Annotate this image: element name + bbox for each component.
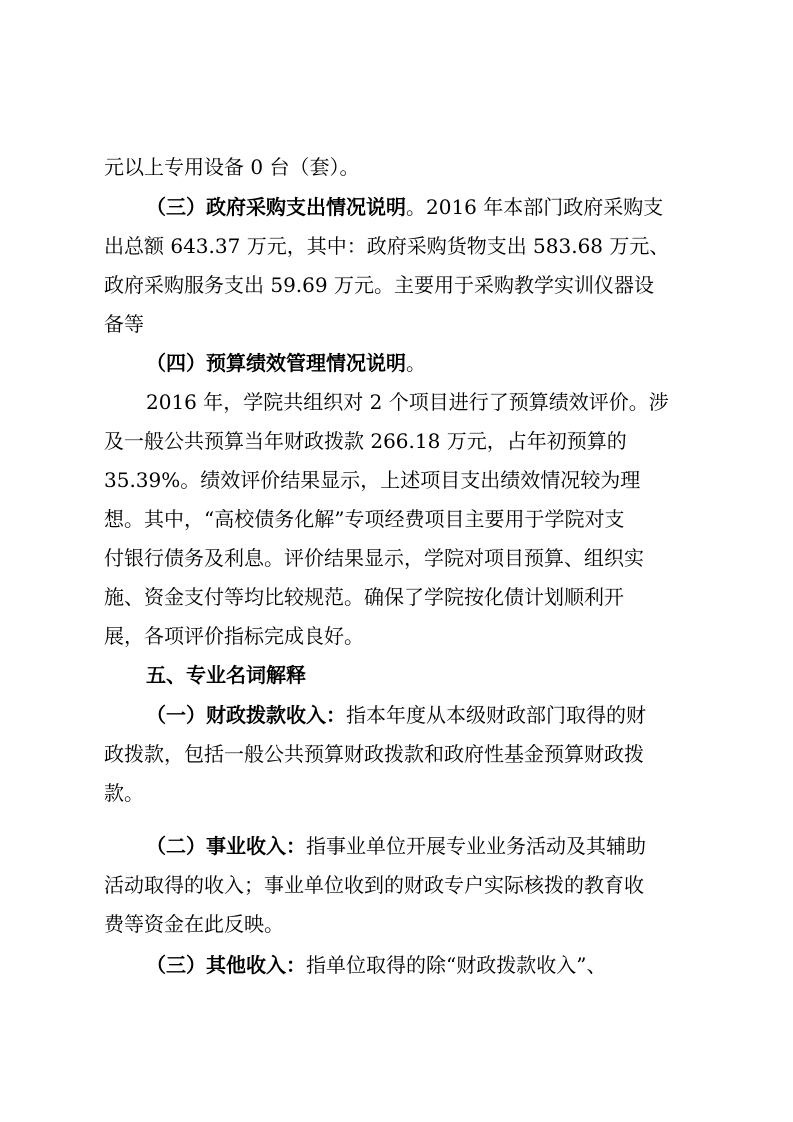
line-text: 出总额 643.37 万元，其中：政府采购货物支出 583.68 万元、: [104, 234, 670, 258]
text-line: [104, 584, 624, 610]
section-heading: （四）预算绩效管理情况说明: [146, 351, 406, 375]
text-line: [146, 702, 646, 728]
text-line: [104, 272, 654, 298]
text-line: [104, 623, 364, 649]
text-line: [146, 662, 306, 688]
line-text: 施、资金支付等均比较规范。确保了学院按化债计划顺利开: [104, 585, 624, 609]
line-text: 指事业单位开展专业业务活动及其辅助: [306, 834, 646, 858]
line-text: 2016 年，学院共组织对 2 个项目进行了预算绩效评价。涉: [146, 390, 669, 414]
line-text: 政拨款，包括一般公共预算财政拨款和政府性基金预算财政拨: [104, 742, 644, 766]
line-text: 展，各项评价指标完成良好。: [104, 624, 364, 648]
section-heading: （三）政府采购支出情况说明: [146, 195, 406, 219]
line-text: 费等资金在此反映。: [104, 912, 284, 936]
text-line: [104, 911, 284, 937]
line-text: 款。: [104, 781, 144, 805]
text-line: [104, 780, 144, 806]
text-line: [104, 154, 359, 180]
line-text: 政府采购服务支出 59.69 万元。主要用于采购教学实训仪器设: [104, 273, 654, 297]
line-text: 指单位取得的除“财政拨款收入”、: [306, 953, 607, 977]
line-text: 指本年度从本级财政部门取得的财: [346, 703, 646, 727]
line-text: 。2016 年本部门政府采购支: [406, 195, 664, 219]
text-line: [104, 233, 669, 259]
line-text: 及一般公共预算当年财政拨款 266.18 万元，占年初预算的: [104, 429, 627, 453]
term-heading: （三）其他收入：: [146, 953, 306, 977]
text-line: [104, 545, 644, 571]
text-line: [104, 741, 644, 767]
line-text: 。: [406, 351, 426, 375]
text-line: [146, 350, 426, 376]
text-line: [146, 952, 606, 978]
line-text: 想。其中，“高校债务化解”专项经费项目主要用于学院对支: [104, 507, 625, 531]
line-text: 35.39%。绩效评价结果显示，上述项目支出绩效情况较为理: [104, 468, 641, 492]
line-text: 元以上专用设备 0 台（套）。: [104, 155, 360, 179]
section-heading: 五、专业名词解释: [146, 663, 306, 687]
term-heading: （一）财政拨款收入：: [146, 703, 346, 727]
term-heading: （二）事业收入：: [146, 834, 306, 858]
line-text: 活动取得的收入；事业单位收到的财政专户实际核拨的教育收: [104, 873, 644, 897]
text-line: [104, 506, 624, 532]
text-line: [104, 311, 144, 337]
text-line: [104, 872, 644, 898]
text-line: [104, 467, 640, 493]
text-line: [104, 428, 627, 454]
line-text: 付银行债务及利息。评价结果显示，学院对项目预算、组织实: [104, 546, 644, 570]
text-line: [146, 194, 663, 220]
text-line: [146, 389, 669, 415]
text-line: [146, 833, 646, 859]
line-text: 备等: [104, 312, 144, 336]
